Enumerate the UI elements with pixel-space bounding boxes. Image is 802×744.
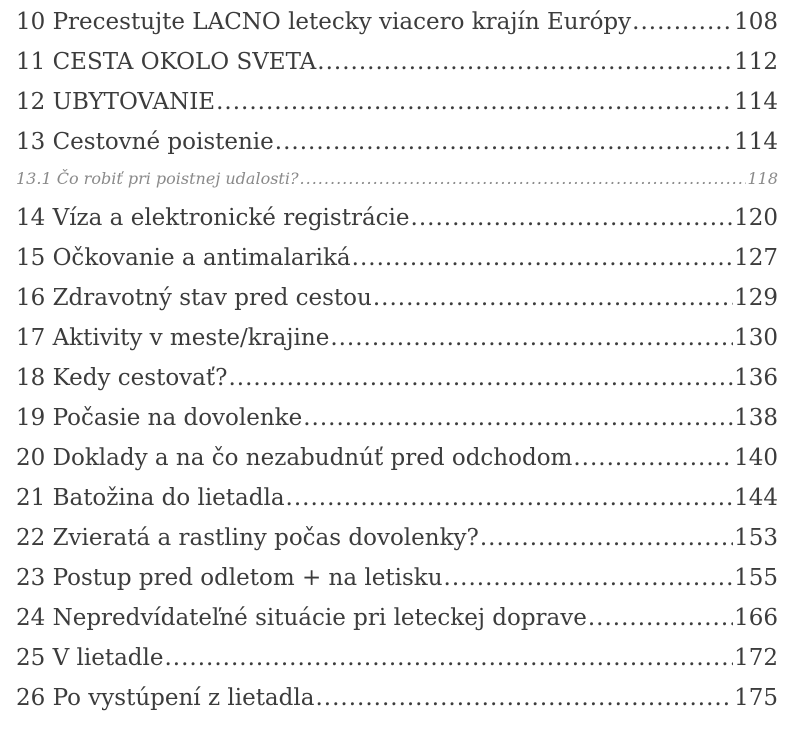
toc-dot-leader	[164, 638, 733, 678]
toc-entry-title: 19 Počasie na dovolenke	[16, 405, 303, 431]
toc-dot-leader	[303, 398, 733, 438]
toc-entry-page: 136	[734, 365, 778, 391]
toc-entry-title: 13 Cestovné poistenie	[16, 129, 274, 155]
toc-entry-page: 166	[734, 605, 778, 631]
toc-entry-23[interactable]	[16, 558, 778, 598]
toc-entry-10[interactable]	[16, 2, 778, 42]
toc-dot-leader	[317, 42, 733, 82]
toc-dot-leader	[573, 438, 733, 478]
toc-entry-title: 12 UBYTOVANIE	[16, 89, 216, 115]
toc-entry-title: 24 Nepredvídateľné situácie pri leteckej doprave	[16, 605, 587, 631]
toc-dot-leader	[286, 478, 734, 518]
toc-entry-page: 127	[734, 245, 778, 271]
toc-entry-title: 14 Víza a elektronické registrácie	[16, 205, 410, 231]
toc-entry-title: 25 V lietadle	[16, 645, 164, 671]
toc-entry-page: 108	[734, 9, 778, 35]
toc-entry-12[interactable]	[16, 82, 778, 122]
toc-entry-19[interactable]	[16, 398, 778, 438]
toc-entry-13[interactable]	[16, 122, 778, 162]
toc-dot-leader	[373, 278, 733, 318]
toc-entry-page: 155	[734, 565, 778, 591]
toc-entry-20[interactable]	[16, 438, 778, 478]
toc-entry-title: 10 Precestujte LACNO letecky viacero krajín Európy	[16, 9, 632, 35]
toc-entry-page: 172	[734, 645, 778, 671]
toc-subentry-13-1[interactable]	[16, 162, 778, 198]
toc-dot-leader	[330, 318, 733, 358]
toc-entry-title: 16 Zdravotný stav pred cestou	[16, 285, 372, 311]
toc-entry-page: 138	[734, 405, 778, 431]
toc-dot-leader	[300, 162, 747, 196]
toc-dot-leader	[411, 198, 734, 238]
toc-entry-page: 118	[747, 169, 778, 188]
toc-entry-14[interactable]	[16, 198, 778, 238]
toc-dot-leader	[216, 82, 733, 122]
toc-entry-page: 144	[734, 485, 778, 511]
toc-entry-26[interactable]	[16, 678, 778, 718]
toc-entry-page: 114	[734, 129, 778, 155]
toc-entry-16[interactable]	[16, 278, 778, 318]
toc-dot-leader	[632, 2, 733, 42]
toc-entry-18[interactable]	[16, 358, 778, 398]
table-of-contents	[16, 2, 778, 718]
toc-entry-24[interactable]	[16, 598, 778, 638]
toc-entry-title: 11 CESTA OKOLO SVETA	[16, 49, 317, 75]
toc-entry-title: 17 Aktivity v meste/krajine	[16, 325, 330, 351]
toc-dot-leader	[480, 518, 733, 558]
toc-dot-leader	[228, 358, 733, 398]
toc-entry-title: 15 Očkovanie a antimalariká	[16, 245, 351, 271]
toc-entry-title: 18 Kedy cestovať?	[16, 365, 228, 391]
toc-entry-page: 140	[734, 445, 778, 471]
toc-entry-25[interactable]	[16, 638, 778, 678]
toc-entry-page: 153	[734, 525, 778, 551]
toc-entry-page: 130	[734, 325, 778, 351]
toc-entry-11[interactable]	[16, 42, 778, 82]
toc-entry-title: 22 Zvieratá a rastliny počas dovolenky?	[16, 525, 479, 551]
toc-entry-page: 175	[734, 685, 778, 711]
toc-entry-15[interactable]	[16, 238, 778, 278]
toc-entry-title: 13.1 Čo robiť pri poistnej udalosti?	[16, 169, 299, 188]
toc-entry-title: 26 Po vystúpení z lietadla	[16, 685, 315, 711]
toc-entry-22[interactable]	[16, 518, 778, 558]
toc-entry-page: 114	[734, 89, 778, 115]
toc-entry-page: 129	[734, 285, 778, 311]
toc-dot-leader	[444, 558, 734, 598]
toc-dot-leader	[352, 238, 733, 278]
toc-entry-21[interactable]	[16, 478, 778, 518]
toc-dot-leader	[588, 598, 733, 638]
toc-dot-leader	[275, 122, 733, 162]
toc-entry-page: 112	[734, 49, 778, 75]
toc-entry-title: 23 Postup pred odletom + na letisku	[16, 565, 443, 591]
toc-entry-page: 120	[734, 205, 778, 231]
toc-entry-title: 21 Batožina do lietadla	[16, 485, 285, 511]
toc-entry-title: 20 Doklady a na čo nezabudnúť pred odchodom	[16, 445, 573, 471]
toc-dot-leader	[315, 678, 733, 718]
toc-entry-17[interactable]	[16, 318, 778, 358]
